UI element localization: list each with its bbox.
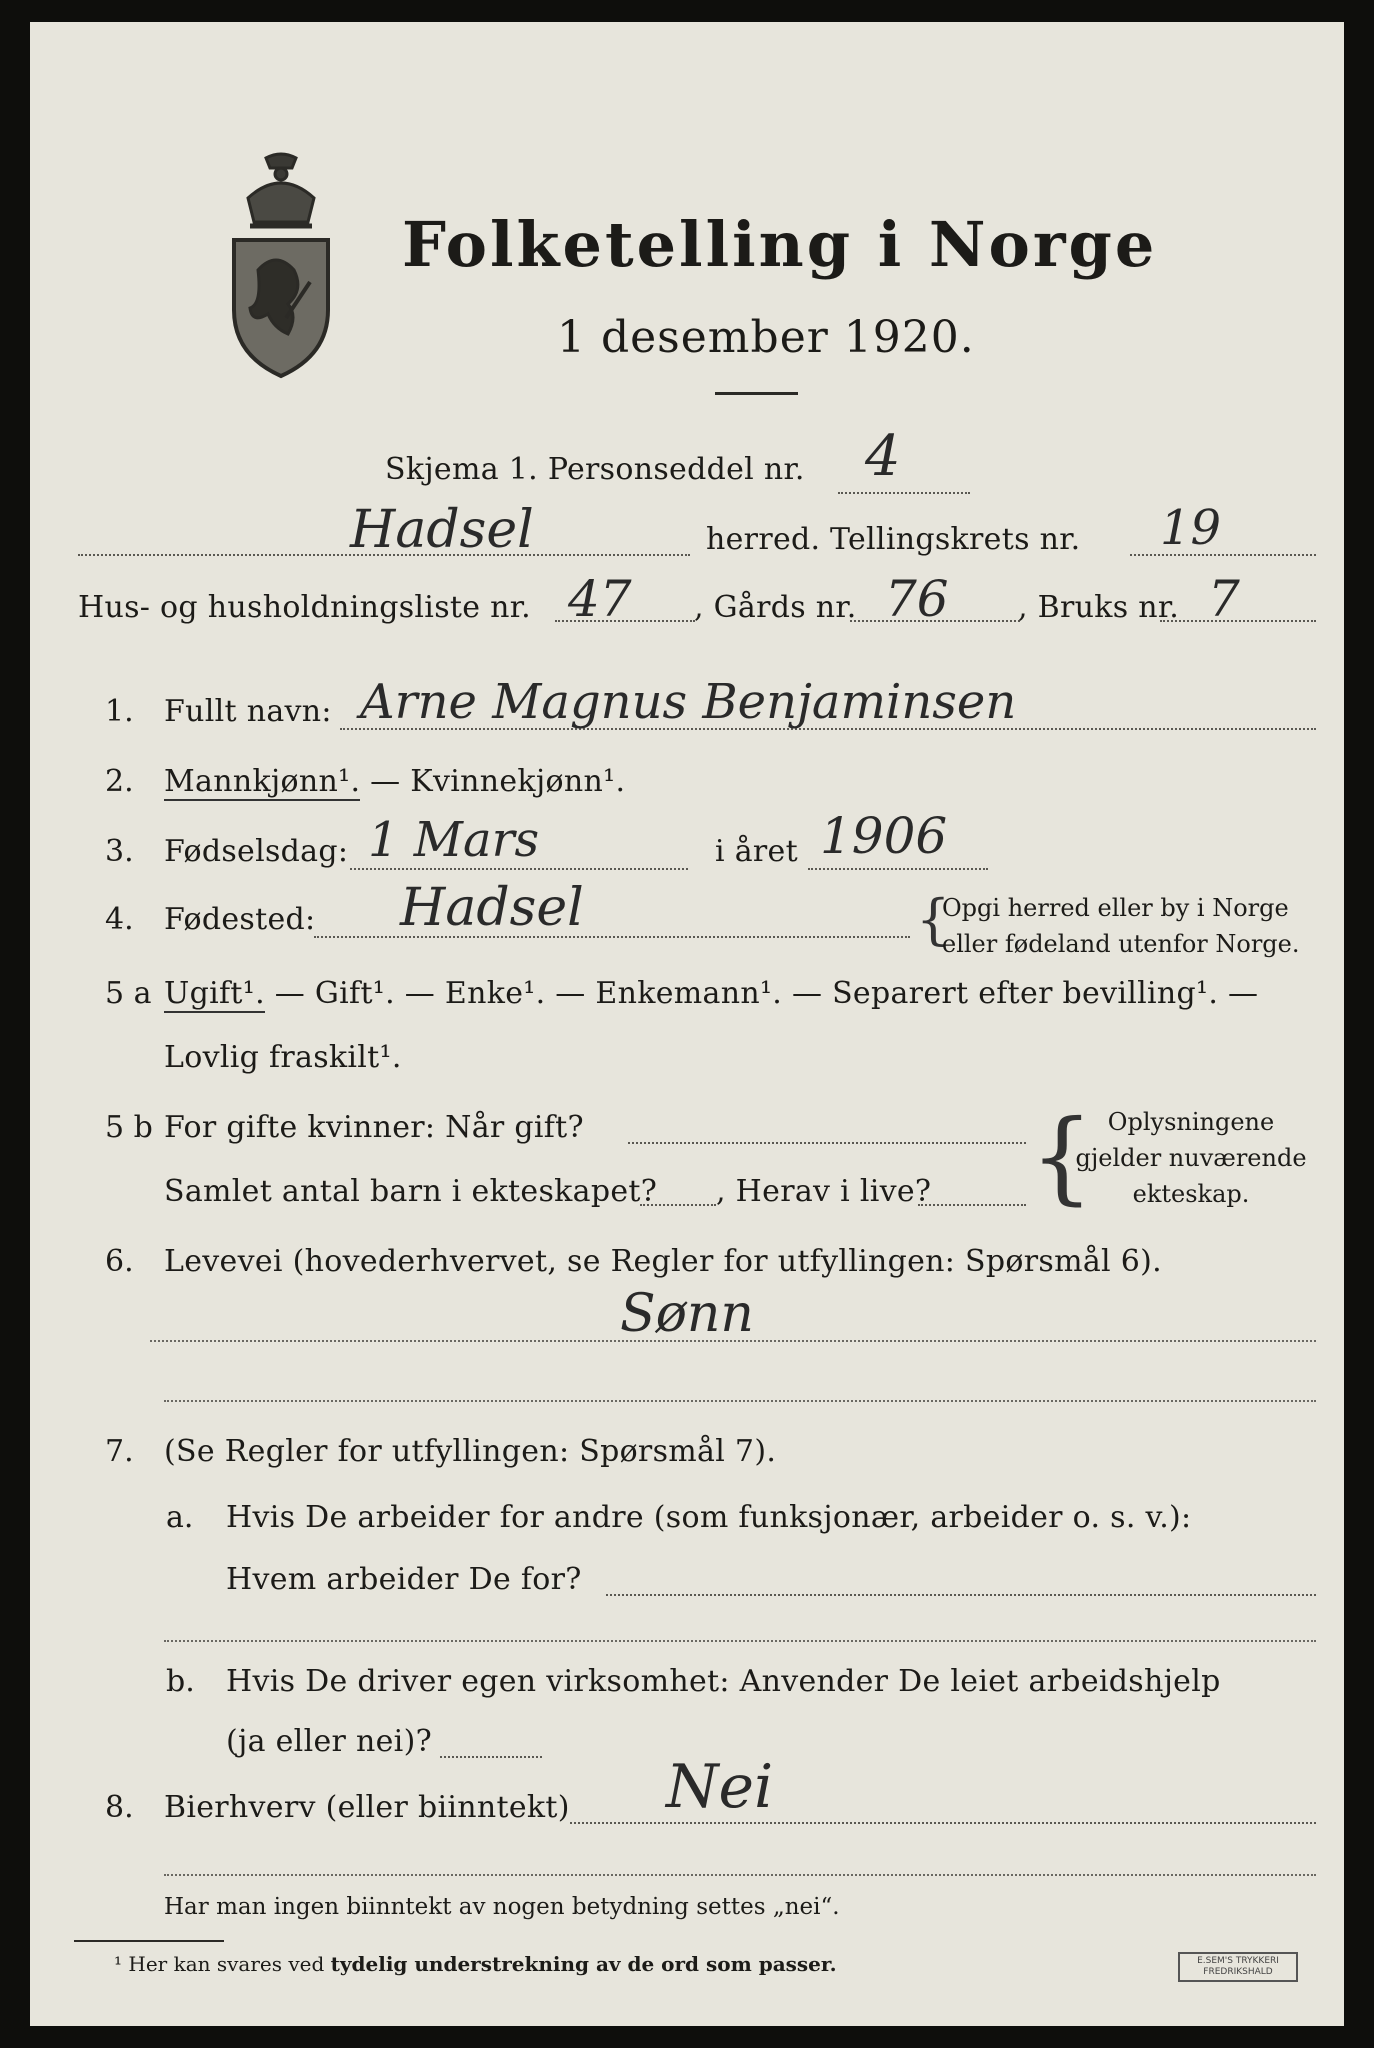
marriage-note-line-2: gjelder nuværende (1075, 1144, 1307, 1172)
full-name-value: Arne Magnus Benjaminsen (360, 674, 1017, 730)
gards-label: , Gårds nr. (694, 590, 857, 625)
q7a-text: Hvis De arbeider for andre (som funksjonær, arbeider o. s. v.): (226, 1500, 1192, 1535)
birthplace-note-line-2: eller fødeland utenfor Norge. (942, 930, 1300, 958)
birthplace-label: Fødested: (164, 902, 316, 937)
children-alive-label: , Herav i live? (716, 1174, 932, 1209)
side-income-field-line (570, 1822, 1316, 1824)
schema-label: Skjema 1. Personseddel nr. (385, 452, 805, 487)
birthday-label: Fødselsdag: (164, 834, 349, 869)
bruks-value: 7 (1208, 570, 1240, 628)
q5a-number: 5 a (105, 976, 152, 1011)
employer-field-line (606, 1594, 1316, 1596)
hired-help-field-line (440, 1756, 542, 1758)
children-alive-field-line (918, 1204, 1026, 1206)
birth-year-label: i året (715, 834, 798, 869)
marriage-note-line-1: Oplysningene (1107, 1108, 1275, 1136)
birthplace-note (942, 890, 1300, 962)
married-when-field-line (628, 1142, 1026, 1144)
marriage-note-brace: { (1030, 1098, 1094, 1215)
birthday-value: 1 Mars (368, 812, 540, 868)
q7a-letter: a. (166, 1500, 194, 1535)
herred-value: Hadsel (350, 500, 534, 560)
birth-year-value: 1906 (820, 807, 948, 865)
person-number-value: 4 (865, 424, 901, 489)
q5b-number: 5 b (105, 1110, 153, 1145)
birthday-field-line (350, 868, 688, 870)
footnote-divider (74, 1940, 224, 1942)
q6-number: 6. (105, 1244, 134, 1279)
marriage-note-line-3: ekteskap. (1132, 1180, 1250, 1208)
marriage-note (1066, 1104, 1316, 1212)
children-count-label: Samlet antal barn i ekteskapet? (164, 1174, 658, 1209)
full-name-label: Fullt navn: (164, 694, 332, 729)
q7b-text: Hvis De driver egen virksomhet: Anvender De leiet arbeidshjelp (226, 1664, 1221, 1699)
tellingskrets-label: Tellingskrets nr. (830, 522, 1081, 557)
q1-number: 1. (105, 694, 134, 729)
gards-value: 76 (885, 570, 949, 628)
tellingskrets-field-line (1130, 554, 1316, 556)
printer-stamp-line-2: FREDRIKSHALD (1203, 1967, 1273, 1977)
q4-number: 4. (105, 902, 134, 937)
q7-label: (Se Regler for utfyllingen: Spørsmål 7). (164, 1434, 777, 1469)
birthplace-note-line-1: Opgi herred eller by i Norge (942, 894, 1289, 922)
person-number-field-line (838, 492, 970, 494)
q7b-letter: b. (166, 1664, 195, 1699)
side-income-value: Nei (666, 1752, 774, 1822)
gender-options (164, 764, 625, 799)
other-marital-options: — Gift¹. — Enke¹. — Enkemann¹. — Separert efter bevilling¹. — (264, 976, 1259, 1011)
census-date: 1 desember 1920. (557, 312, 975, 363)
employer-line-2 (164, 1640, 1316, 1642)
unmarried-option: Ugift¹. (164, 976, 265, 1011)
title-divider (715, 392, 798, 395)
occupation-line-2 (164, 1400, 1316, 1402)
hired-help-label: (ja eller nei)? (226, 1724, 432, 1759)
birthplace-brace: { (916, 888, 951, 951)
coat-of-arms-icon (226, 150, 336, 380)
side-income-line-2 (164, 1874, 1316, 1876)
printer-stamp-line-1: E.SEM'S TRYKKERI (1197, 1956, 1279, 1966)
footnote-emphasis: tydelig understrekning av de ord som passer. (330, 1952, 837, 1976)
footnote (114, 1952, 837, 1976)
side-income-label: Bierhverv (eller biinntekt) (164, 1790, 570, 1825)
footnote-mark: ¹ (114, 1952, 123, 1976)
footer-note: Har man ingen biinntekt av nogen betydning settes „nei“. (164, 1894, 840, 1920)
hus-value: 47 (568, 570, 632, 628)
birth-year-field-line (808, 868, 988, 870)
printer-stamp (1178, 1952, 1298, 1982)
occupation-label: Levevei (hovederhvervet, se Regler for utfyllingen: Spørsmål 6). (164, 1244, 1162, 1279)
q2-number: 2. (105, 764, 134, 799)
male-option: Mannkjønn¹. (164, 764, 361, 799)
marital-status-options (164, 976, 1258, 1011)
employer-label: Hvem arbeider De for? (226, 1562, 582, 1597)
tellingskrets-value: 19 (1160, 500, 1222, 556)
children-count-field-line (640, 1204, 716, 1206)
form-title: Folketelling i Norge (402, 208, 1158, 281)
female-option: Kvinnekjønn¹. (410, 764, 626, 799)
q7-number: 7. (105, 1434, 134, 1469)
q3-number: 3. (105, 834, 134, 869)
hus-label: Hus- og husholdningsliste nr. (78, 590, 531, 625)
bruks-label: , Bruks nr. (1018, 590, 1180, 625)
herred-label: herred. (706, 522, 821, 557)
gender-separator: — (360, 764, 411, 799)
census-form (30, 22, 1344, 2026)
married-when-label: For gifte kvinner: Når gift? (164, 1110, 584, 1145)
occupation-value: Sønn (620, 1284, 754, 1344)
q8-number: 8. (105, 1790, 134, 1825)
birthplace-value: Hadsel (400, 878, 584, 938)
footnote-text: Her kan svares ved (128, 1952, 331, 1976)
divorced-option: Lovlig fraskilt¹. (164, 1040, 402, 1075)
